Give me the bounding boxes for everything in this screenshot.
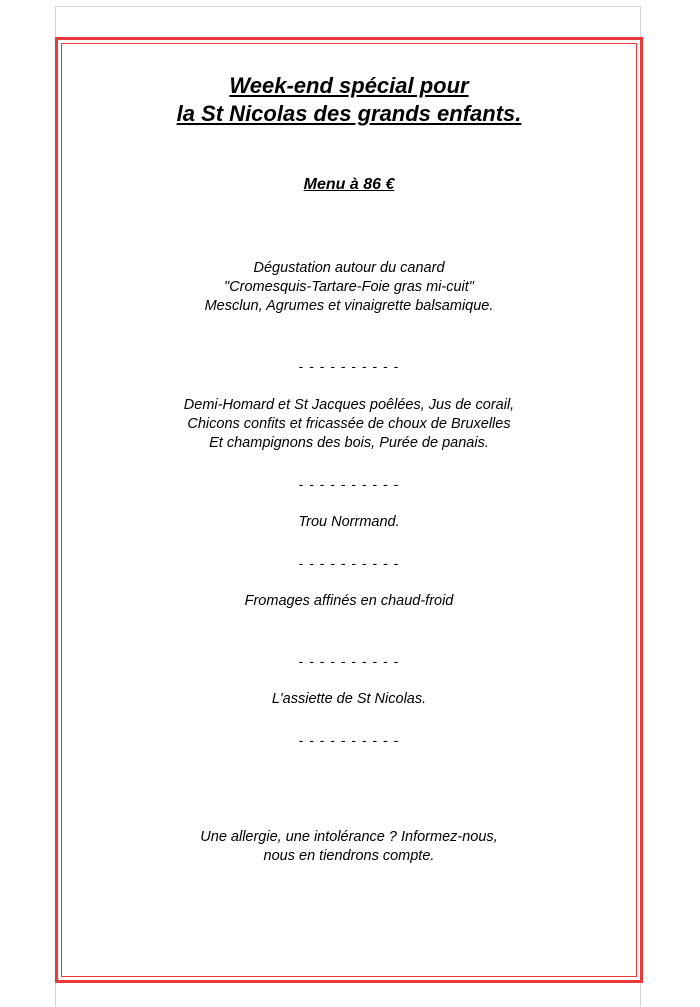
menu-price-heading: Menu à 86 € (303, 176, 395, 193)
menu-title-line-1: Week-end spécial pour (229, 73, 469, 98)
allergy-notice-line-2: nous en tiendrons compte. (263, 848, 435, 864)
course-2-line-2: Chicons confits et fricassée de choux de Bruxelles (187, 416, 511, 432)
menu-title-line-2: la St Nicolas des grands enfants. (176, 101, 522, 126)
course-3-line-1: Trou Norrmand. (298, 514, 400, 530)
course-separator: - - - - - - - - - - (298, 358, 400, 374)
course-5-line-1: L'assiette de St Nicolas. (271, 691, 427, 707)
course-1-line-3: Mesclun, Agrumes et vinaigrette balsamique. (204, 298, 494, 314)
allergy-notice-line-1: Une allergie, une intolérance ? Informez-nous, (200, 829, 498, 845)
course-separator: - - - - - - - - - - (298, 476, 400, 492)
course-separator: - - - - - - - - - - (298, 653, 400, 669)
course-separator: - - - - - - - - - - (298, 732, 400, 748)
course-1-line-1: Dégustation autour du canard (253, 260, 445, 276)
course-4-line-1: Fromages affinés en chaud-froid (244, 593, 454, 609)
course-2-line-3: Et champignons des bois, Purée de panais. (209, 435, 489, 451)
course-1-line-2: "Cromesquis-Tartare-Foie gras mi-cuit" (224, 279, 474, 295)
course-separator: - - - - - - - - - - (298, 555, 400, 571)
course-2-line-1: Demi-Homard et St Jacques poêlées, Jus de corail, (183, 397, 515, 413)
